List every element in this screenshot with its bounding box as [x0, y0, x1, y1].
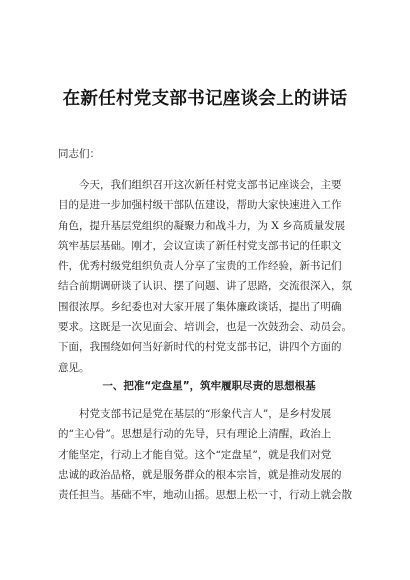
paragraph-line: 围很浓厚。乡纪委也对大家开展了集体廉政谈话，提出了明确 [58, 300, 342, 313]
section-heading: 一、把准“定盘星”，筑牢履职尽责的思想根基 [102, 380, 316, 392]
paragraph-line: 件，优秀村级党组织负责人分享了宝贵的工作经验，新书记们 [58, 260, 342, 273]
paragraph-line: 筑牢基层基础。刚才，会议宣读了新任村党支部书记的任职文 [58, 239, 342, 252]
paragraph-line: 角色，提升基层党组织的凝聚力和战斗力，为 X 乡高质量发展 [58, 219, 346, 232]
paragraph-line: 目的是进一步加强村级干部队伍建设，帮助大家快速进入工作 [58, 199, 342, 212]
paragraph-line: 责任担当。基础不牢，地动山摇。思想上松一寸，行动上就会散 [58, 489, 352, 502]
paragraph-line: 忠诚的政治品格，就是服务群众的根本宗旨，就是推动发展的 [58, 468, 342, 481]
paragraph-line: 下面，我围绕如何当好新时代的村党支部书记，讲四个方面的 [58, 341, 342, 354]
paragraph-line: 村党支部书记是党在基层的“形象代言人”，是乡村发展 [58, 408, 332, 420]
salutation: 同志们： [58, 148, 100, 160]
document-title: 在新任村党支部书记座谈会上的讲话 [62, 89, 348, 109]
paragraph-line: 结合前期调研谈了认识、摆了问题、讲了思路，交流很深入，氛 [58, 280, 352, 293]
paragraph-intro [58, 175, 352, 378]
paragraph-line: 才能坚定，行动上才能自觉。这个“定盘星”，就是我们对党 [58, 448, 332, 461]
paragraph-line: 要求。这既是一次见面会、培训会，也是一次鼓劲会、动员会。 [58, 321, 352, 334]
paragraph-line: 意见。 [58, 361, 90, 374]
paragraph-section-one [58, 404, 352, 505]
paragraph-line: 今天，我们组织召开这次新任村党支部书记座谈会，主要 [58, 179, 342, 191]
paragraph-line: 的“主心骨”。思想是行动的先导，只有理论上清醒，政治上 [58, 428, 332, 441]
